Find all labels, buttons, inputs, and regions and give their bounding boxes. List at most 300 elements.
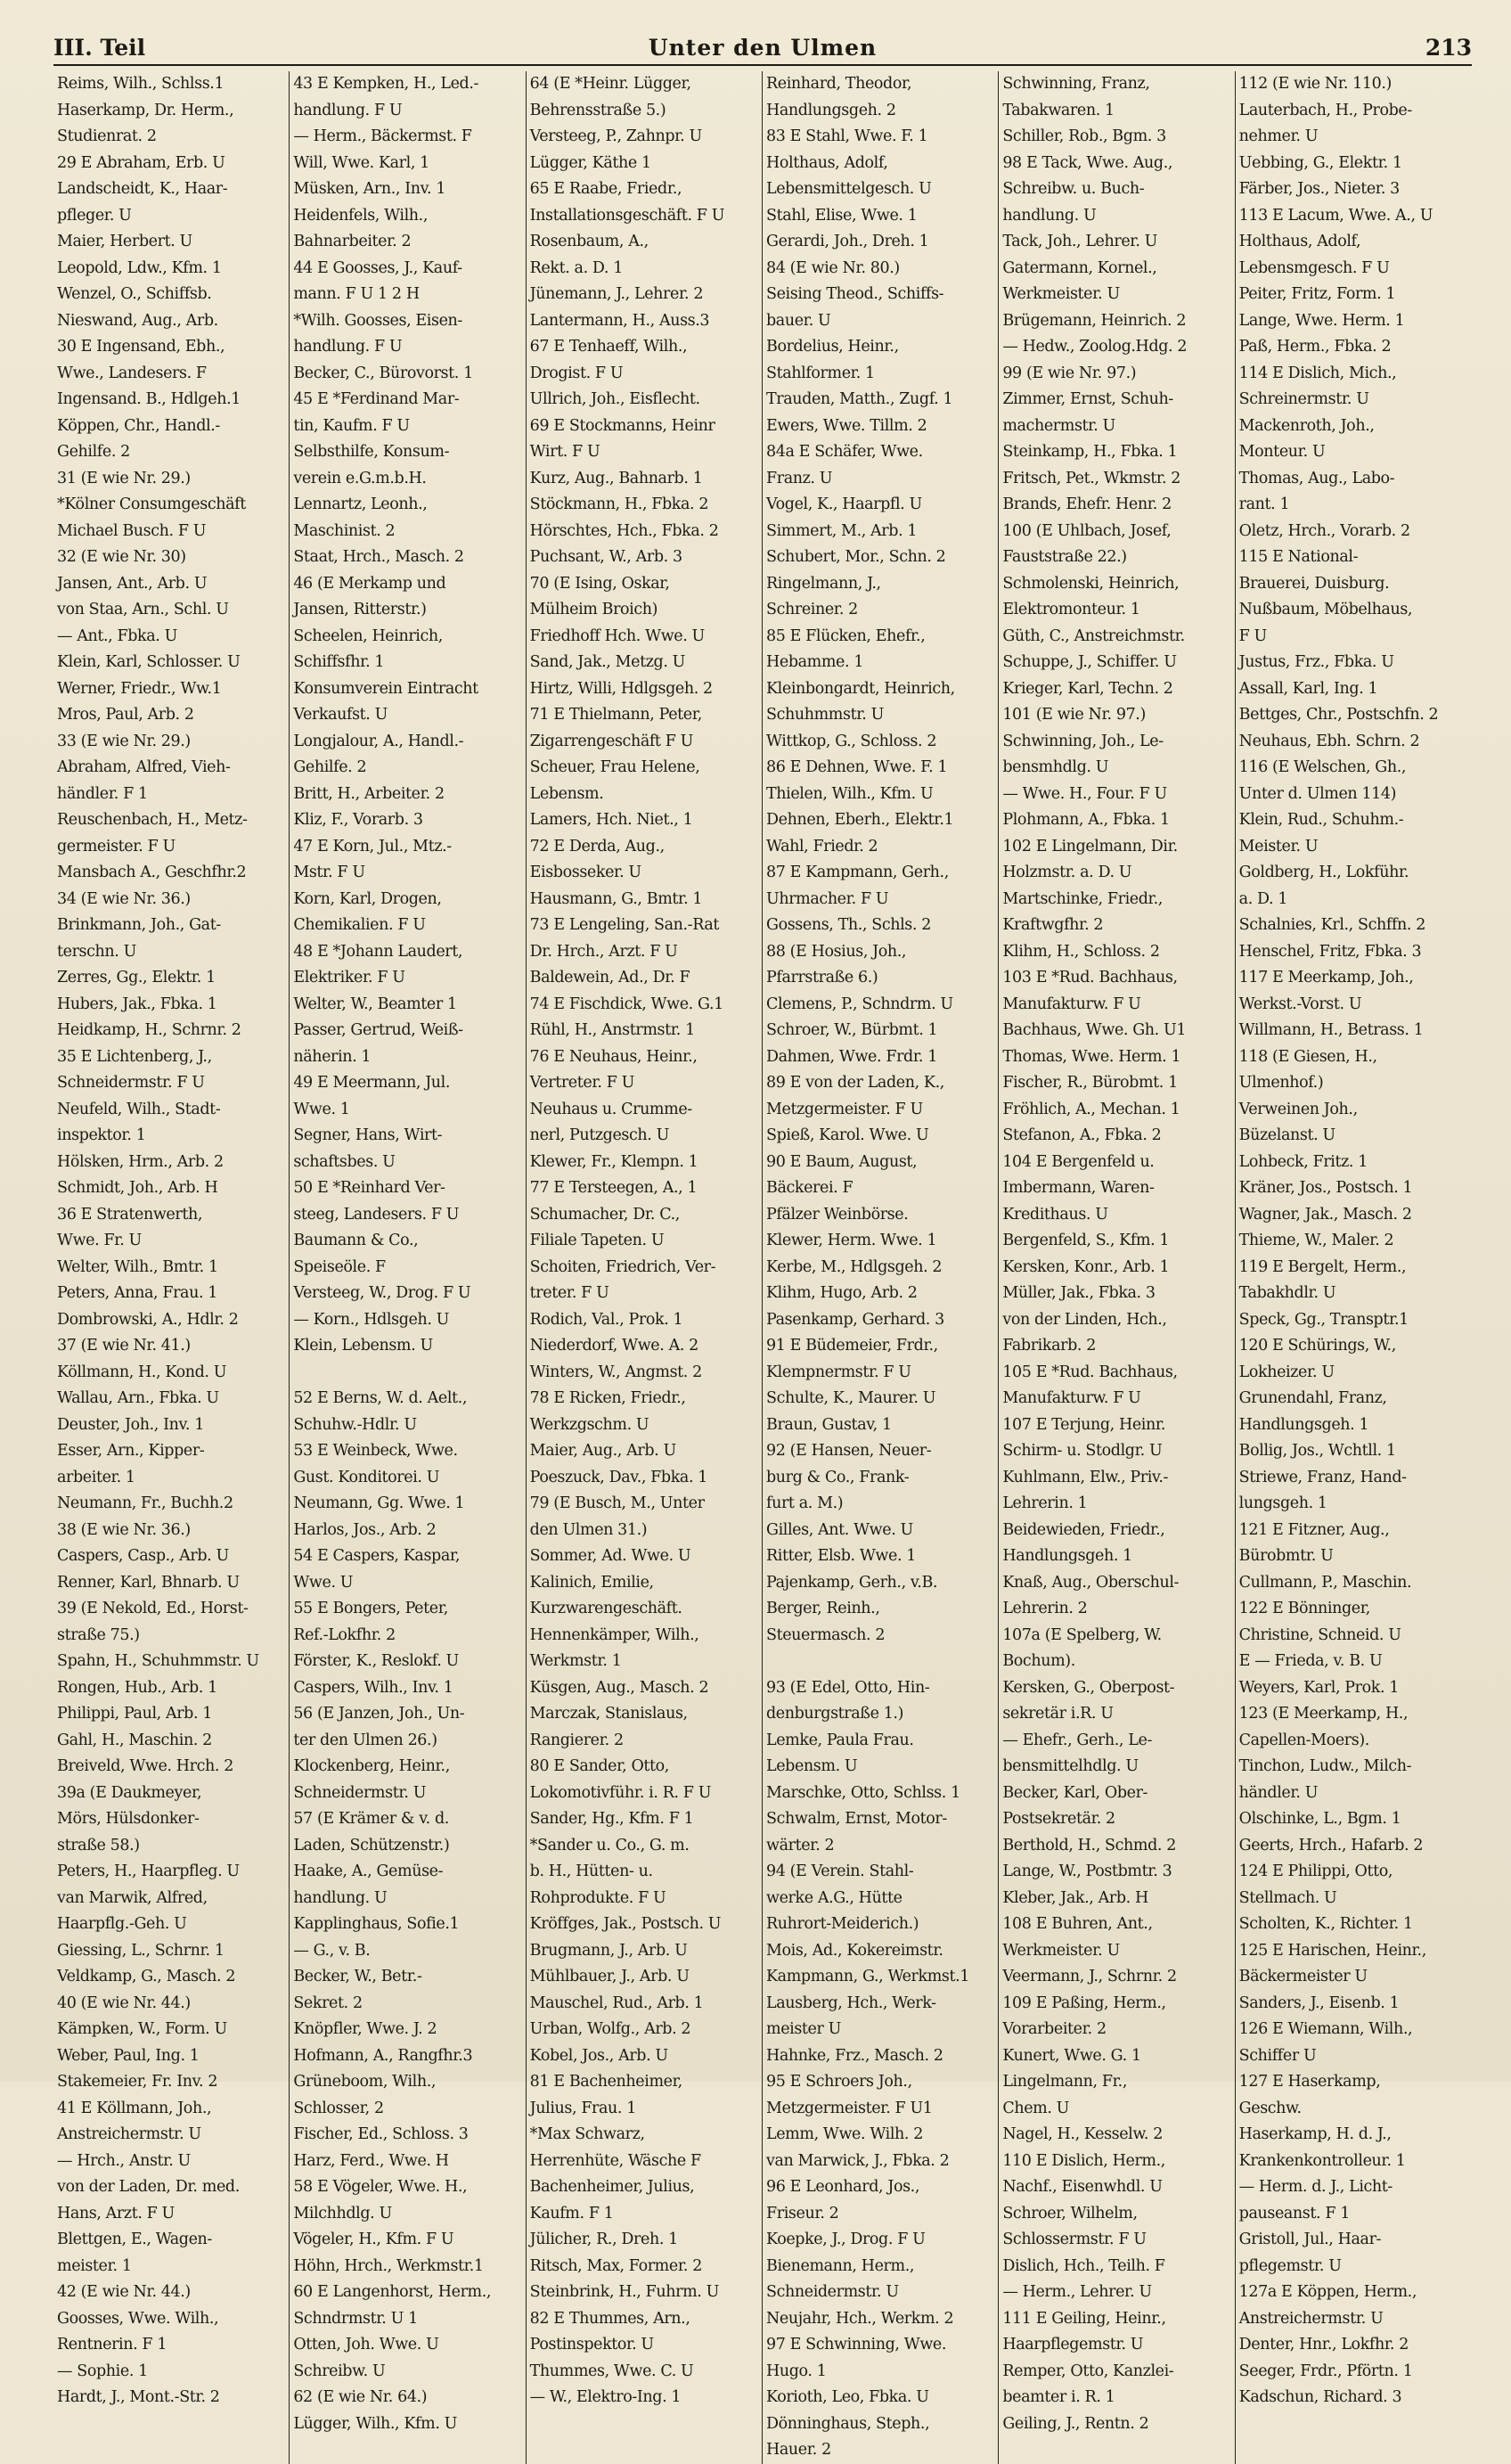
directory-entry-line: Studienrat. 2 — [57, 127, 157, 145]
directory-entry-line: Schreibw. u. Buch- — [1002, 180, 1145, 198]
directory-entry-line: Schndrmstr. U 1 — [293, 2309, 418, 2328]
directory-entry-line: 67 E Tenhaeff, Wilh., — [529, 338, 688, 356]
directory-entry-line: 96 E Leonhard, Jos., — [766, 2178, 920, 2196]
directory-entry-line: Förster, K., Reslokf. U — [293, 1652, 459, 1670]
directory-entry-line: Wallau, Arn., Fbka. U — [57, 1389, 219, 1407]
directory-entry-line: 83 E Stahl, Wwe. F. 1 — [766, 127, 928, 145]
directory-entry-line: Werkst.-Vorst. U — [1238, 995, 1362, 1013]
directory-entry-line: Klein, Lebensm. U — [293, 1337, 433, 1355]
directory-entry-line: Gehilfe. 2 — [57, 443, 130, 461]
directory-entry-line: Gatermann, Kornel., — [1002, 258, 1157, 277]
directory-entry-line: 52 E Berns, W. d. Aelt., — [293, 1389, 467, 1407]
directory-entry-line: 33 (E wie Nr. 29.) — [57, 732, 191, 750]
directory-entry-line: 42 (E wie Nr. 44.) — [57, 2283, 191, 2301]
directory-entry-line: 112 (E wie Nr. 110.) — [1238, 75, 1392, 93]
directory-entry-line: Schneidermstr. F U — [57, 1074, 205, 1092]
directory-entry-line: Nußbaum, Möbelhaus, — [1238, 601, 1413, 618]
directory-entry-line: Kämpken, W., Form. U — [57, 2020, 227, 2038]
directory-entry-line: Kurz, Aug., Bahnarb. 1 — [529, 469, 703, 487]
directory-entry-line: Staat, Hrch., Masch. 2 — [293, 548, 464, 566]
directory-entry-line: tin, Kaufm. F U — [293, 416, 410, 435]
directory-entry-line: Wwe., Landesers. F — [57, 364, 207, 382]
directory-entry-line: 127 E Haserkamp, — [1238, 2073, 1381, 2091]
directory-entry-line: Lauterbach, H., Probe- — [1238, 101, 1412, 119]
directory-entry-line: Kräner, Jos., Postsch. 1 — [1238, 1179, 1413, 1197]
directory-entry-line: 56 (E Janzen, Joh., Un- — [293, 1705, 465, 1723]
directory-entry-line: Milchhdlg. U — [293, 2204, 392, 2223]
directory-entry-line: — Ehefr., Gerh., Le- — [1002, 1731, 1152, 1749]
directory-entry-line: 97 E Schwinning, Wwe. — [766, 2336, 947, 2353]
directory-entry-line: 39 (E Nekold, Ed., Horst- — [57, 1600, 249, 1617]
directory-entry-line: Berthold, H., Schmd. 2 — [1002, 1836, 1176, 1854]
directory-entry-line: mann. F U 1 2 H — [293, 285, 420, 303]
directory-entry-line: Mstr. F U — [293, 864, 365, 881]
directory-entry-line: Handlungsgeh. 1 — [1238, 1415, 1369, 1434]
directory-entry-line: Uebbing, G., Elektr. 1 — [1238, 153, 1402, 172]
directory-entry-line: 50 E *Reinhard Ver- — [293, 1179, 445, 1197]
directory-entry-line: Eisbosseker. U — [529, 864, 641, 881]
directory-column-2 — [290, 71, 526, 2464]
directory-entry-line: Peiter, Fritz, Form. 1 — [1238, 285, 1396, 303]
directory-entry-line: 48 E *Johann Laudert, — [293, 942, 463, 961]
directory-entry-line: Kuhlmann, Elw., Priv.- — [1002, 1468, 1169, 1486]
directory-entry-line: Veldkamp, G., Masch. 2 — [57, 1968, 236, 1985]
directory-entry-line: Martschinke, Friedr., — [1002, 889, 1163, 908]
directory-entry-line: Schirm- u. Stodlgr. U — [1002, 1442, 1163, 1460]
directory-entry-line: Simmert, M., Arb. 1 — [766, 521, 918, 540]
directory-entry-line: Schwalm, Ernst, Motor- — [766, 1810, 947, 1828]
directory-entry-line: Puchsant, W., Arb. 3 — [529, 548, 682, 566]
directory-entry-line: Krieger, Karl, Techn. 2 — [1002, 679, 1173, 698]
directory-entry-line: Klihm, H., Schloss. 2 — [1002, 942, 1160, 961]
directory-entry-line: Postinspektor. U — [529, 2336, 654, 2353]
directory-entry-line: Behrensstraße 5.) — [529, 101, 666, 119]
directory-entry-line: nerl, Putzgesch. U — [529, 1126, 669, 1144]
directory-entry-line: Hölsken, Hrm., Arb. 2 — [57, 1152, 224, 1171]
directory-entry-line: Bachenheimer, Julius, — [529, 2178, 695, 2196]
directory-entry-line: Mackenroth, Joh., — [1238, 416, 1375, 435]
directory-entry-line: Rangierer. 2 — [529, 1731, 624, 1749]
directory-entry-line: Sommer, Ad. Wwe. U — [529, 1547, 691, 1565]
directory-entry-line: 107a (E Spelberg, W. — [1002, 1625, 1162, 1644]
directory-entry-line: pflegemstr. U — [1238, 2256, 1342, 2275]
directory-entry-line: Meister. U — [1238, 837, 1319, 855]
directory-entry-line: pfleger. U — [57, 206, 132, 225]
directory-entry-line: Stahl, Elise, Wwe. 1 — [766, 206, 918, 225]
directory-entry-line: Lennartz, Leonh., — [293, 495, 428, 513]
directory-entry-line: Welter, Wilh., Bmtr. 1 — [57, 1257, 218, 1276]
directory-entry-line: Büzelanst. U — [1238, 1126, 1335, 1144]
directory-entry-line: 110 E Dislich, Herm., — [1002, 2151, 1165, 2170]
directory-entry-line: treter. F U — [529, 1284, 609, 1302]
directory-entry-line: näherin. 1 — [293, 1047, 372, 1066]
directory-entry-line: Schumacher, Dr. C., — [529, 1205, 680, 1224]
directory-entry-line: wärter. 2 — [766, 1836, 835, 1854]
directory-entry-line: Welter, W., Beamter 1 — [293, 995, 457, 1013]
directory-entry-line: 86 E Dehnen, Wwe. F. 1 — [766, 758, 948, 776]
directory-entry-line: Kapplinghaus, Sofie.1 — [293, 1915, 460, 1933]
directory-entry-line: Knöpfler, Wwe. J. 2 — [293, 2020, 437, 2038]
directory-entry-line: — Korn., Hdlsgeh. U — [293, 1310, 449, 1329]
directory-columns — [53, 71, 1472, 2459]
directory-entry-line — [293, 1360, 519, 1387]
directory-entry-line: Brinkmann, Joh., Gat- — [57, 916, 221, 934]
directory-entry-line: Lokomotivführ. i. R. F U — [529, 1783, 712, 1802]
directory-entry-line: Caspers, Casp., Arb. U — [57, 1547, 229, 1565]
directory-entry-line: 87 E Kampmann, Gerh., — [766, 864, 949, 881]
directory-entry-line: Zerres, Gg., Elektr. 1 — [57, 969, 216, 986]
directory-entry-line: Pasenkamp, Gerhard. 3 — [766, 1310, 944, 1329]
directory-entry-line: Schmidt, Joh., Arb. H — [57, 1179, 218, 1197]
directory-entry-line: Harz, Ferd., Wwe. H — [293, 2151, 449, 2170]
directory-entry-line: Hans, Arzt. F U — [57, 2204, 175, 2223]
directory-entry-line: Hofmann, A., Rangfhr.3 — [293, 2046, 473, 2065]
directory-entry-line: Steinkamp, H., Fbka. 1 — [1002, 443, 1178, 461]
directory-entry-line: 53 E Weinbeck, Wwe. — [293, 1442, 458, 1460]
directory-entry-line: Haserkamp, H. d. J., — [1238, 2125, 1392, 2143]
directory-entry-line: Capellen-Moers). — [1238, 1731, 1369, 1749]
directory-entry-line: Ewers, Wwe. Tillm. 2 — [766, 416, 927, 435]
directory-entry-line: Chem. U — [1002, 2099, 1070, 2117]
directory-entry-line: 93 (E Edel, Otto, Hin- — [766, 1678, 930, 1697]
directory-entry-line: Kleber, Jak., Arb. H — [1002, 1888, 1148, 1907]
directory-entry-line: meister. 1 — [57, 2256, 132, 2275]
directory-entry-line: Haarpflg.-Geh. U — [57, 1915, 187, 1933]
directory-entry-line: *Max Schwarz, — [529, 2125, 645, 2143]
directory-entry-line: Brauerei, Duisburg. — [1238, 574, 1390, 593]
directory-entry-line: Geerts, Hrch., Hafarb. 2 — [1238, 1836, 1424, 1854]
directory-entry-line: 111 E Geiling, Heinr., — [1002, 2309, 1166, 2328]
directory-entry-line: Ingensand. B., Hdlgeh.1 — [57, 390, 241, 408]
directory-entry-line: a. D. 1 — [1238, 889, 1288, 908]
directory-entry-line: Kurzwarengeschäft. — [529, 1600, 682, 1617]
directory-entry-line: Seising Theod., Schiffs- — [766, 285, 944, 303]
directory-entry-line: Handlungsgeh. 1 — [1002, 1547, 1132, 1565]
directory-entry-line: 78 E Ricken, Friedr., — [529, 1389, 686, 1407]
directory-entry-line: Schalnies, Krl., Schffn. 2 — [1238, 916, 1425, 934]
directory-entry-line: Schwinning, Joh., Le- — [1002, 732, 1164, 750]
directory-entry-line: Lohbeck, Fritz. 1 — [1238, 1152, 1368, 1171]
directory-entry-line: 38 (E wie Nr. 36.) — [57, 1520, 191, 1539]
directory-entry-line: 31 (E wie Nr. 29.) — [57, 469, 191, 487]
directory-entry-line: Sekret. 2 — [293, 1993, 363, 2012]
directory-entry-line: inspektor. 1 — [57, 1126, 146, 1144]
directory-entry-line: Grunendahl, Franz, — [1238, 1389, 1387, 1407]
directory-entry-line: Berger, Reinh., — [766, 1600, 880, 1617]
directory-entry-line: Bachhaus, Wwe. Gh. U1 — [1002, 1021, 1187, 1039]
directory-entry-line: Kliz, F., Vorarb. 3 — [293, 811, 423, 829]
directory-entry-line: 125 E Harischen, Heinr., — [1238, 1941, 1426, 1960]
directory-entry-line: Leopold, Ldw., Kfm. 1 — [57, 258, 222, 277]
directory-entry-line: Hugo. 1 — [766, 2362, 827, 2380]
directory-entry-line: Marczak, Stanislaus, — [529, 1705, 688, 1723]
directory-entry-line: 113 E Lacum, Wwe. A., U — [1238, 206, 1433, 225]
directory-entry-line: 92 (E Hansen, Neuer- — [766, 1442, 932, 1460]
directory-entry-line: Pfälzer Weinbörse. — [766, 1205, 909, 1224]
directory-entry-line: Vorarbeiter. 2 — [1002, 2020, 1107, 2038]
directory-entry-line: Schreinermstr. U — [1238, 390, 1369, 408]
directory-entry-line: 95 E Schroers Joh., — [766, 2073, 912, 2091]
directory-entry-line: Lebensmgesch. F U — [1238, 258, 1390, 277]
directory-entry-line: Weyers, Karl, Prok. 1 — [1238, 1678, 1400, 1697]
directory-entry-line: Scheuer, Frau Helene, — [529, 758, 700, 776]
directory-entry-line: Küsgen, Aug., Masch. 2 — [529, 1678, 709, 1697]
directory-entry-line: Schroer, W., Bürbmt. 1 — [766, 1021, 938, 1039]
directory-entry-line: 94 (E Verein. Stahl- — [766, 1862, 914, 1880]
directory-entry-line: den Ulmen 31.) — [529, 1520, 648, 1539]
directory-entry-line: Mühlbauer, J., Arb. U — [529, 1968, 690, 1985]
directory-entry-line: Jansen, Ant., Arb. U — [57, 574, 208, 593]
directory-entry-line: Kobel, Jos., Arb. U — [529, 2046, 668, 2065]
directory-entry-line: 73 E Lengeling, San.-Rat — [529, 916, 720, 934]
directory-entry-line: Knaß, Aug., Oberschul- — [1002, 1573, 1180, 1592]
directory-entry-line: Dahmen, Wwe. Frdr. 1 — [766, 1047, 937, 1066]
directory-entry-line: 45 E *Ferdinand Mar- — [293, 390, 460, 408]
directory-entry-line: 46 (E Merkamp und — [293, 574, 446, 593]
directory-entry-line: Metzgermeister. F U1 — [766, 2099, 933, 2117]
directory-entry-line: Mörs, Hülsdonker- — [57, 1810, 200, 1828]
directory-entry-line: 44 E Goosses, J., Kauf- — [293, 258, 462, 277]
directory-entry-line: Chemikalien. F U — [293, 916, 426, 934]
directory-entry-line: Urban, Wolfg., Arb. 2 — [529, 2020, 691, 2038]
directory-entry-line: Schroer, Wilhelm, — [1002, 2204, 1138, 2223]
directory-entry-line: Bürobmtr. U — [1238, 1547, 1334, 1565]
directory-entry-line: 101 (E wie Nr. 97.) — [1002, 706, 1146, 724]
directory-entry-line: Peters, Anna, Frau. 1 — [57, 1284, 218, 1302]
directory-entry-line: Kadschun, Richard. 3 — [1238, 2388, 1402, 2406]
directory-entry-line: 103 E *Rud. Bachhaus, — [1002, 969, 1178, 986]
directory-entry-line: Speiseöle. F — [293, 1257, 386, 1276]
directory-entry-line: 60 E Langenhorst, Herm., — [293, 2283, 492, 2301]
directory-entry-line: Bollig, Jos., Wchtll. 1 — [1238, 1442, 1396, 1460]
directory-entry-line: Unter d. Ulmen 114) — [1238, 784, 1397, 803]
directory-entry-line: Ruhrort-Meiderich.) — [766, 1915, 919, 1933]
directory-entry-line: Schneidermstr. U — [293, 1783, 427, 1802]
directory-entry-line: 90 E Baum, August, — [766, 1152, 918, 1171]
directory-entry-line: Schneidermstr. U — [766, 2283, 899, 2301]
directory-entry-line: 99 (E wie Nr. 97.) — [1002, 364, 1137, 382]
directory-entry-line: Oletz, Hrch., Vorarb. 2 — [1238, 521, 1410, 540]
directory-entry-line: Ritsch, Max, Former. 2 — [529, 2256, 702, 2275]
directory-entry-line: Caspers, Wilh., Inv. 1 — [293, 1678, 453, 1697]
directory-entry-line: Lange, Wwe. Herm. 1 — [1238, 311, 1405, 330]
directory-entry-line: Mülheim Broich) — [529, 601, 658, 618]
directory-entry-line: Zigarrengeschäft F U — [529, 732, 693, 750]
directory-entry-line: 121 E Fitzner, Aug., — [1238, 1520, 1390, 1539]
directory-entry-line: Tack, Joh., Lehrer. U — [1002, 233, 1158, 250]
directory-entry-line: Dehnen, Eberh., Elektr.1 — [766, 811, 954, 829]
directory-entry-line: Heidkamp, H., Schrnr. 2 — [57, 1021, 241, 1039]
directory-entry-line: Gristoll, Jul., Haar- — [1238, 2231, 1382, 2248]
directory-entry-line: Thielen, Wilh., Kfm. U — [766, 784, 934, 803]
directory-entry-line: 71 E Thielmann, Peter, — [529, 706, 702, 724]
directory-entry-line: Lingelmann, Fr., — [1002, 2073, 1127, 2091]
directory-entry-line: 117 E Meerkamp, Joh., — [1238, 969, 1414, 986]
directory-entry-line: Longjalour, A., Handl.- — [293, 732, 464, 750]
directory-entry-line: Blettgen, E., Wagen- — [57, 2231, 212, 2248]
directory-entry-line: handlung. F U — [293, 338, 403, 356]
directory-entry-line: Lehrerin. 2 — [1002, 1600, 1088, 1617]
directory-entry-line: 84a E Schäfer, Wwe. — [766, 443, 923, 461]
directory-entry-line: Lamers, Hch. Niet., 1 — [529, 811, 693, 829]
directory-entry-line: Poeszuck, Dav., Fbka. 1 — [529, 1468, 708, 1486]
directory-entry-line: 102 E Lingelmann, Dir. — [1002, 837, 1178, 855]
directory-entry-line: Paß, Herm., Fbka. 2 — [1238, 338, 1392, 356]
page-header — [53, 25, 1472, 66]
directory-entry-line: 43 E Kempken, H., Led.- — [293, 75, 479, 93]
directory-entry-line: Thomas, Aug., Labo- — [1238, 469, 1395, 487]
directory-entry-line: Anstreichermstr. U — [1238, 2309, 1384, 2328]
directory-entry-line: Werkmeister. U — [1002, 1941, 1120, 1960]
directory-entry-line: Vertreter. F U — [529, 1074, 634, 1092]
directory-entry-line: Deuster, Joh., Inv. 1 — [57, 1415, 204, 1434]
directory-entry-line: Monteur. U — [1238, 443, 1326, 461]
directory-entry-line: Elektriker. F U — [293, 969, 405, 986]
directory-entry-line: von der Laden, Dr. med. — [57, 2178, 240, 2196]
directory-entry-line: Scheelen, Heinrich, — [293, 626, 443, 645]
directory-entry-line: Fröhlich, A., Mechan. 1 — [1002, 1100, 1180, 1118]
directory-entry-line: Ref.-Lokfhr. 2 — [293, 1625, 396, 1644]
directory-entry-line: lungsgeh. 1 — [1238, 1494, 1327, 1512]
directory-entry-line: Schlosser, 2 — [293, 2099, 384, 2117]
directory-entry-line: 84 (E wie Nr. 80.) — [766, 258, 900, 277]
directory-entry-line: Clemens, P., Schndrm. U — [766, 995, 953, 1013]
directory-entry-line: pauseanst. F 1 — [1238, 2204, 1350, 2223]
directory-entry-line: Werkmstr. 1 — [529, 1652, 622, 1670]
directory-entry-line: straße 58.) — [57, 1836, 140, 1854]
directory-entry-line: Fauststraße 22.) — [1002, 548, 1127, 566]
directory-entry-line: Passer, Gertrud, Weiß- — [293, 1021, 463, 1039]
directory-entry-line: Michael Busch. F U — [57, 521, 207, 540]
directory-entry-line: 127a E Köppen, Herm., — [1238, 2283, 1417, 2301]
directory-entry-line: 55 E Bongers, Peter, — [293, 1600, 448, 1617]
directory-entry-line: bensmittelhdlg. U — [1002, 1757, 1139, 1775]
directory-entry-line: Kunert, Wwe. G. 1 — [1002, 2046, 1141, 2065]
directory-entry-line: 40 (E wie Nr. 44.) — [57, 1993, 191, 2012]
directory-entry-line: — G., v. B. — [293, 1941, 371, 1960]
directory-entry-line: Ringelmann, J., — [766, 574, 881, 593]
directory-entry-line — [766, 1649, 992, 1675]
directory-entry-line: Lügger, Wilh., Kfm. U — [293, 2414, 458, 2433]
directory-entry-line: händler. F 1 — [57, 784, 148, 803]
directory-entry-line: Schiller, Rob., Bgm. 3 — [1002, 127, 1166, 145]
directory-entry-line: Baumann & Co., — [293, 1232, 419, 1249]
directory-entry-line: Selbsthilfe, Konsum- — [293, 443, 450, 461]
directory-entry-line: Wwe. 1 — [293, 1100, 350, 1118]
directory-entry-line: Scholten, K., Richter. 1 — [1238, 1915, 1413, 1933]
directory-entry-line: b. H., Hütten- u. — [529, 1862, 653, 1880]
directory-entry-line: 98 E Tack, Wwe. Aug., — [1002, 153, 1173, 172]
directory-entry-line: Niederdorf, Wwe. A. 2 — [529, 1337, 698, 1355]
directory-entry-line: burg & Co., Frank- — [766, 1468, 910, 1486]
directory-entry-line: 58 E Vögeler, Wwe. H., — [293, 2178, 468, 2196]
directory-entry-line: Cullmann, P., Maschin. — [1238, 1573, 1412, 1592]
directory-entry-line: Heidenfels, Wilh., — [293, 206, 428, 225]
directory-entry-line: Konsumverein Eintracht — [293, 679, 478, 698]
directory-entry-line: Korn, Karl, Drogen, — [293, 889, 442, 908]
directory-entry-line: 82 E Thummes, Arn., — [529, 2309, 690, 2328]
directory-entry-line: Segner, Hans, Wirt- — [293, 1126, 443, 1144]
directory-entry-line: Klockenberg, Heinr., — [293, 1757, 450, 1775]
directory-entry-line: Nieswand, Aug., Arb. — [57, 311, 218, 330]
directory-entry-line: Stöckmann, H., Fbka. 2 — [529, 495, 709, 513]
directory-entry-line: Bochum). — [1002, 1652, 1075, 1670]
directory-entry-line: Schuhmmstr. U — [766, 706, 884, 724]
directory-entry-line: Rohprodukte. F U — [529, 1888, 666, 1907]
directory-entry-line: Bienemann, Herm., — [766, 2256, 915, 2275]
directory-entry-line: Ullrich, Joh., Eisflecht. — [529, 390, 700, 408]
directory-entry-line: Lange, W., Postbmtr. 3 — [1002, 1862, 1172, 1880]
directory-entry-line: 49 E Meermann, Jul. — [293, 1074, 451, 1092]
directory-entry-line: Metzgermeister. F U — [766, 1100, 923, 1118]
directory-entry-line: 62 (E wie Nr. 64.) — [293, 2388, 428, 2406]
directory-entry-line: Klihm, Hugo, Arb. 2 — [766, 1284, 918, 1302]
directory-entry-line: 64 (E *Heinr. Lügger, — [529, 75, 691, 93]
directory-entry-line: 108 E Buhren, Ant., — [1002, 1915, 1153, 1933]
directory-entry-line: Peters, H., Haarpfleg. U — [57, 1862, 240, 1880]
directory-entry-line: Versteeg, P., Zahnpr. U — [529, 127, 702, 145]
directory-entry-line: Koepke, J., Drog. F U — [766, 2231, 926, 2248]
directory-entry-line: Schwinning, Franz, — [1002, 75, 1150, 93]
directory-entry-line: Bettges, Chr., Postschfn. 2 — [1238, 706, 1439, 724]
directory-entry-line: 76 E Neuhaus, Heinr., — [529, 1047, 698, 1066]
directory-entry-line: Wwe. U — [293, 1573, 354, 1592]
directory-entry-line: bensmhdlg. U — [1002, 758, 1109, 776]
directory-entry-line: Kaufm. F 1 — [529, 2204, 614, 2223]
directory-entry-line: Speck, Gg., Transptr.1 — [1238, 1310, 1409, 1329]
directory-entry-line: 37 (E wie Nr. 41.) — [57, 1337, 191, 1355]
directory-entry-line: Klewer, Fr., Klempn. 1 — [529, 1152, 698, 1171]
header-page-number: 213 — [1425, 35, 1472, 61]
directory-entry-line: 105 E *Rud. Bachhaus, — [1002, 1363, 1178, 1381]
directory-entry-line: Fischer, Ed., Schloss. 3 — [293, 2125, 469, 2143]
directory-entry-line: Plohmann, A., Fbka. 1 — [1002, 811, 1170, 829]
directory-entry-line: Becker, W., Betr.- — [293, 1968, 422, 1985]
directory-entry-line: 72 E Derda, Aug., — [529, 837, 665, 855]
directory-entry-line: Ulmenhof.) — [1238, 1074, 1324, 1092]
directory-entry-line: Harlos, Jos., Arb. 2 — [293, 1520, 437, 1539]
directory-entry-line: Haake, A., Gemüse- — [293, 1862, 444, 1880]
directory-entry-line: Müller, Jak., Fbka. 3 — [1002, 1284, 1156, 1302]
directory-entry-line: — Herm. d. J., Licht- — [1238, 2178, 1393, 2196]
directory-column-1 — [53, 71, 290, 2464]
directory-entry-line: *Sander u. Co., G. m. — [529, 1836, 690, 1854]
directory-entry-line: Steuermasch. 2 — [766, 1625, 886, 1644]
directory-entry-line: Spahn, H., Schuhmmstr. U — [57, 1652, 259, 1670]
directory-entry-line: 115 E National- — [1238, 548, 1359, 566]
directory-entry-line: Hebamme. 1 — [766, 653, 864, 671]
directory-entry-line: Verkaufst. U — [293, 706, 388, 724]
directory-entry-line: Drogist. F U — [529, 364, 624, 382]
directory-entry-line: machermstr. U — [1002, 416, 1115, 435]
directory-entry-line: Kerbe, M., Hdlgsgeh. 2 — [766, 1257, 943, 1276]
directory-entry-line: Becker, Karl, Ober- — [1002, 1783, 1148, 1802]
directory-entry-line: Lantermann, H., Auss.3 — [529, 311, 710, 330]
directory-entry-line: Elektromonteur. 1 — [1002, 601, 1140, 618]
directory-entry-line: Mois, Ad., Kokereimstr. — [766, 1941, 943, 1960]
directory-entry-line: Friseur. 2 — [766, 2204, 839, 2223]
directory-entry-line: Wagner, Jak., Masch. 2 — [1238, 1205, 1412, 1224]
directory-entry-line: Herrenhüte, Wäsche F — [529, 2151, 701, 2170]
directory-entry-line: Dr. Hrch., Arzt. F U — [529, 942, 678, 961]
directory-entry-line: 80 E Sander, Otto, — [529, 1757, 669, 1775]
directory-entry-line: Hirtz, Willi, Hdlgsgeh. 2 — [529, 679, 713, 698]
directory-entry-line: — Ant., Fbka. U — [57, 626, 177, 645]
directory-entry-line: 116 (E Welschen, Gh., — [1238, 758, 1407, 776]
directory-entry-line: Baldewein, Ad., Dr. F — [529, 969, 690, 986]
directory-entry-line: Mansbach A., Geschfhr.2 — [57, 864, 247, 881]
directory-entry-line: Färber, Jos., Nieter. 3 — [1238, 180, 1400, 198]
